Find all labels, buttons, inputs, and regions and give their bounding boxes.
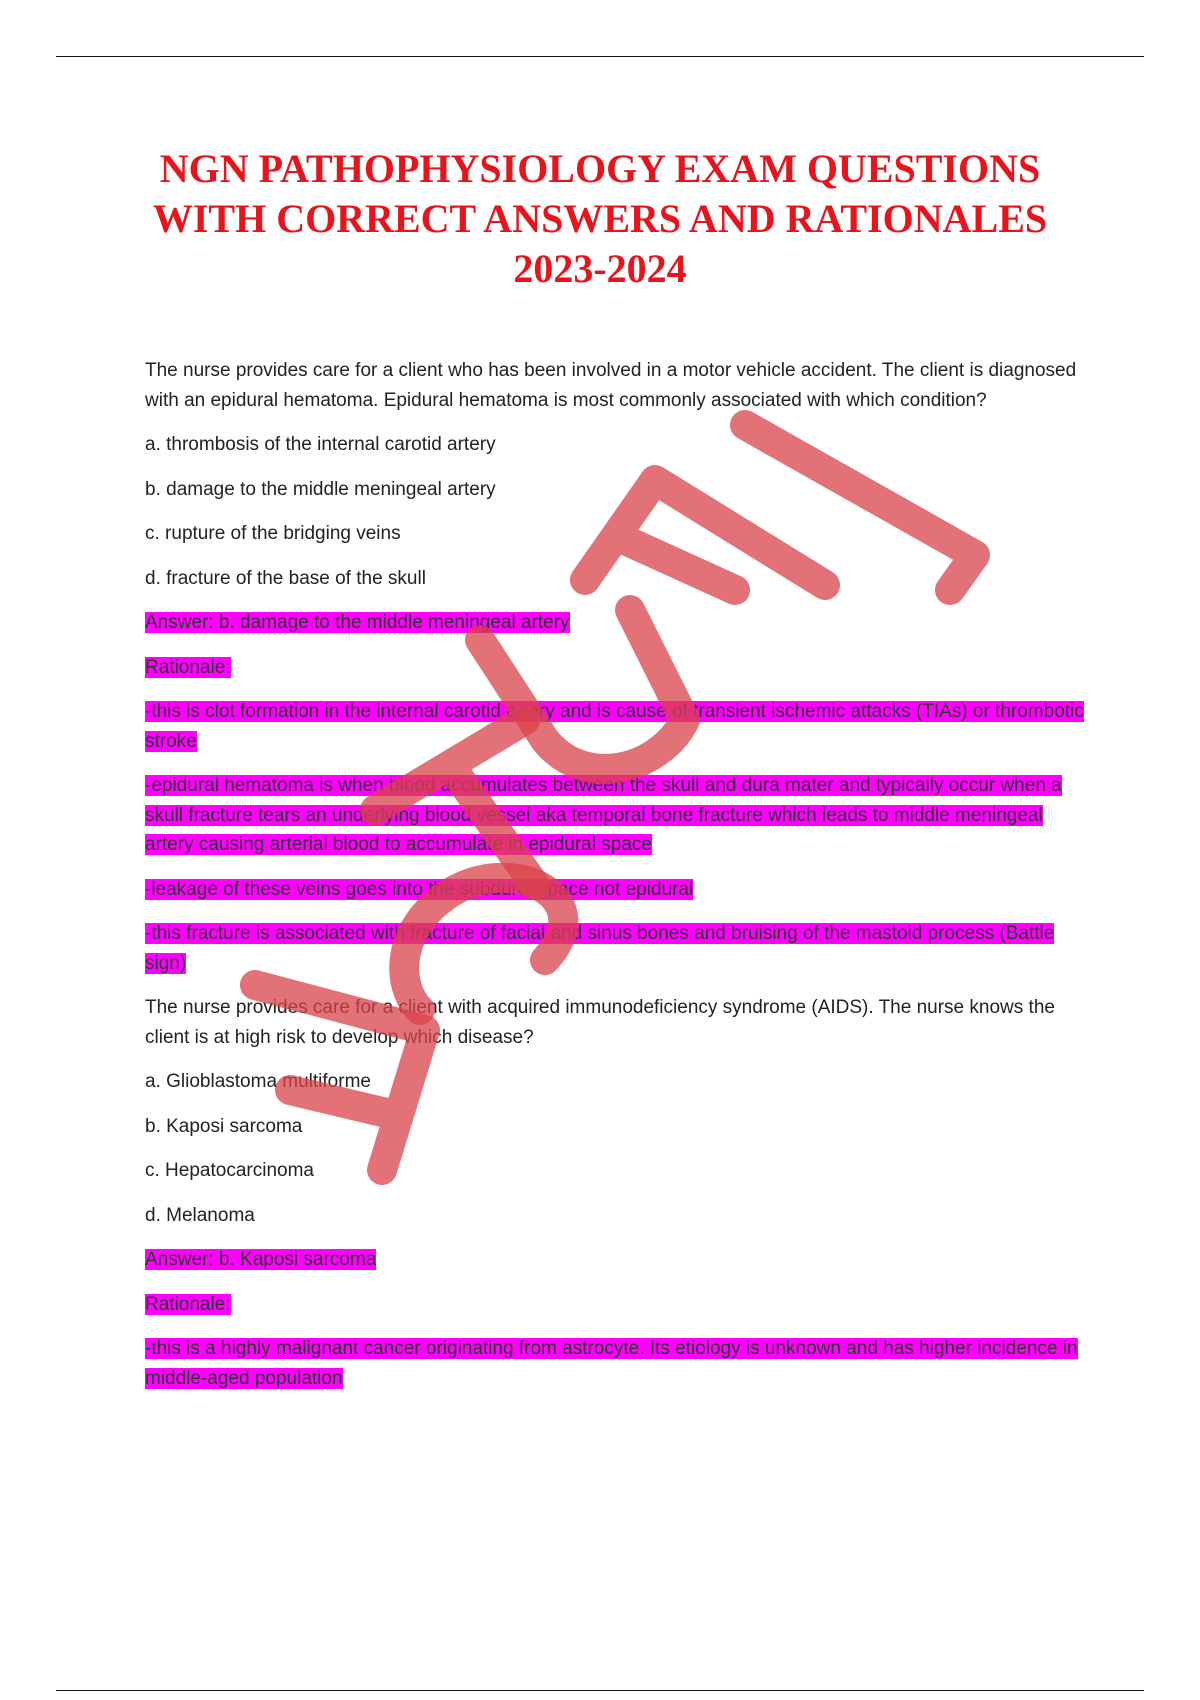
question-2-answer-line [145,1245,1090,1275]
question-1-option-d: d. fracture of the base of the skull [145,567,426,589]
question-1-rationale-b: -epidural hematoma is when blood accumulates between the skull and dura mater and typically occur when a skull fracture tears an underlying blood vessel aka temporal bone fracture which leads to middle meningeal artery causing arterial blood to accumulate in epidural space [145,775,1062,855]
question-1-answer: Answer: b. damage to the middle meningeal artery [145,612,570,633]
question-1-option-b: b. damage to the middle meningeal artery [145,478,496,500]
question-2-stem: The nurse provides care for a client with acquired immunodeficiency syndrome (AIDS). The nurse knows the client is at high risk to develop which disease? [145,997,1055,1048]
question-2-rationale-label: Rationale: [145,1293,231,1315]
title-line-2: WITH CORRECT ANSWERS AND RATIONALES [152,196,1048,241]
question-2-option-d: d. Melanoma [145,1204,255,1226]
document-title [100,144,1100,294]
question-1-answer-line [145,608,1090,638]
document-body [145,356,1090,1408]
question-1-rationale-label: Rationale: [145,656,231,678]
question-2-option-b: b. Kaposi sarcoma [145,1115,303,1137]
question-2-rationale-a: -this is a highly malignant cancer originating from astrocyte. Its etiology is unknown and has higher incidence in middle-aged population [145,1338,1078,1389]
question-1-option-c: c. rupture of the bridging veins [145,523,401,544]
question-1-rationale-label-line [145,653,1090,683]
title-line-1: NGN PATHOPHYSIOLOGY EXAM QUESTIONS [159,146,1041,191]
question-1-rationale-b-line [145,771,1090,860]
question-1-rationale-a-line [145,697,1090,756]
question-1-rationale-d-line [145,919,1090,978]
question-2-option-a: a. Glioblastoma multiforme [145,1071,371,1092]
question-1-rationale-d: -this fracture is associated with fracture of facial and sinus bones and bruising of the mastoid process (Battle sign) [145,923,1055,974]
question-1-stem: The nurse provides care for a client who has been involved in a motor vehicle accident. The client is diagnosed with an epidural hematoma. Epidural hematoma is most commonly associated with which condition? [145,360,1077,411]
top-rule [56,56,1144,57]
title-line-3: 2023-2024 [513,246,687,291]
question-2-rationale-label-line [145,1290,1090,1320]
question-1-option-a: a. thrombosis of the internal carotid artery [145,434,496,455]
question-1-rationale-c: -leakage of these veins goes into the subdural space not epidural [145,878,694,900]
question-2-answer: Answer: b. Kaposi sarcoma [145,1249,377,1270]
question-2-option-c: c. Hepatocarcinoma [145,1160,314,1181]
question-1-rationale-a: -this is clot formation in the internal carotid artery and is cause of transient ischemic attacks (TIAs) or thrombotic stroke [145,701,1084,752]
question-1-rationale-c-line [145,875,1090,905]
question-2-rationale-a-line [145,1334,1090,1393]
bottom-rule [56,1690,1144,1691]
